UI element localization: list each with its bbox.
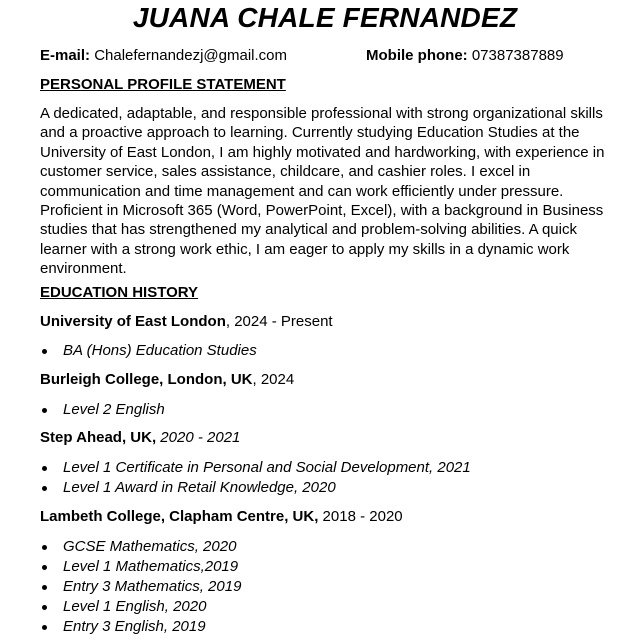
institution-name: Step Ahead, UK, [40, 429, 157, 446]
education-entry-institution [40, 370, 294, 390]
qualification-list [40, 458, 471, 498]
contact-line [40, 46, 610, 66]
qualification-item: Level 1 Award in Retail Knowledge, 2020 [40, 478, 471, 498]
education-entry-institution [40, 312, 333, 332]
phone-label: Mobile phone: [366, 47, 468, 64]
qualification-item: GCSE Mathematics, 2020 [40, 537, 241, 557]
institution-name: University of East London [40, 313, 226, 330]
institution-name: Burleigh College, London, UK [40, 371, 253, 388]
profile-heading: PERSONAL PROFILE STATEMENT [40, 76, 286, 93]
profile-text: A dedicated, adaptable, and responsible professional with strong organizational skills and a proactive approach to learning. Currently studying Education Studies at the University of East London, I am highly motivated and hardworking, with experience in customer service, sales assistance, childcare, and cashier roles. I excel in communication and time management and can work efficiently under pressure. Proficient in Microsoft 365 (Word, PowerPoint, Excel), with a background in Business studies that has strengthened my analytical and problem-solving abilities. A quick learner with a strong work ethic, I am eager to apply my skills in a dynamic work environment. [40, 105, 605, 278]
institution-name: Lambeth College, Clapham Centre, UK, [40, 508, 319, 525]
phone-number: 07387387889 [471, 47, 564, 64]
qualification-list [40, 400, 165, 420]
email-label: E-mail: [40, 47, 91, 64]
email-block [40, 47, 287, 64]
institution-dates: , 2024 [252, 371, 295, 388]
institution-dates: 2020 - 2021 [156, 429, 241, 446]
institution-dates: , 2024 - Present [225, 313, 333, 330]
qualification-list [40, 537, 241, 637]
education-heading: EDUCATION HISTORY [40, 284, 199, 301]
education-entry-institution [40, 507, 403, 527]
qualification-item: BA (Hons) Education Studies [40, 341, 257, 361]
qualification-item: Level 1 English, 2020 [40, 597, 241, 617]
qualification-item: Entry 3 Mathematics, 2019 [40, 577, 241, 597]
qualification-list [40, 341, 257, 361]
applicant-name: JUANA CHALE FERNANDEZ [132, 2, 518, 33]
email-address: Chalefernandezj@gmail.com [94, 47, 288, 64]
qualification-item: Level 2 English [40, 400, 165, 420]
institution-dates: 2018 - 2020 [318, 508, 403, 525]
phone-block [366, 46, 564, 66]
qualification-item: Level 1 Certificate in Personal and Social Development, 2021 [40, 458, 471, 478]
qualification-item: Level 1 Mathematics,2019 [40, 557, 241, 577]
qualification-item: Entry 3 English, 2019 [40, 617, 241, 637]
education-entry-institution [40, 428, 240, 448]
